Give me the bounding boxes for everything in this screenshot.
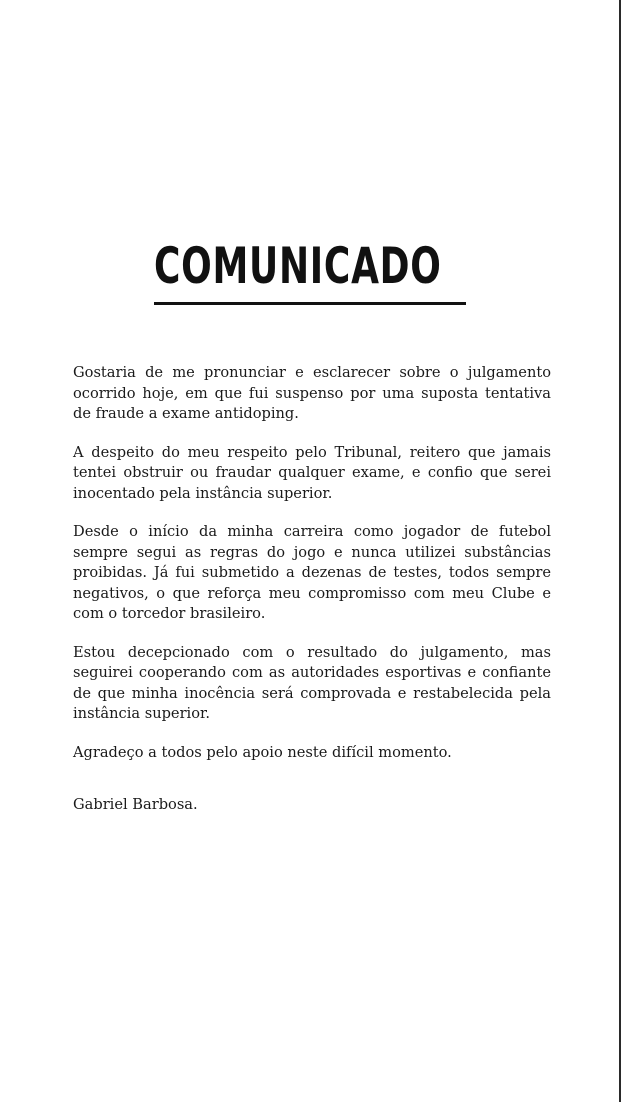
paragraph-3: Desde o início da minha carreira como jogador de futebol sempre segui as regras do jogo e nunca utilizei substâncias proibidas. Já fui submetido a dezenas de testes, todos sempre negativos, o que reforça meu compromisso com meu Clube e com o torcedor brasileiro. bbox=[73, 523, 551, 622]
title-block bbox=[154, 236, 466, 296]
signature: Gabriel Barbosa. bbox=[73, 796, 198, 813]
statement-body bbox=[73, 363, 551, 816]
paragraph-1: Gostaria de me pronunciar e esclarecer sobre o julgamento ocorrido hoje, em que fui suspenso por uma suposta tentativa de fraude a exame antidoping. bbox=[73, 364, 551, 422]
title-underline bbox=[154, 302, 466, 305]
paragraph-4: Estou decepcionado com o resultado do julgamento, mas seguirei cooperando com as autoridades esportivas e confiante de que minha inocência será comprovada e restabelecida pela instância superior. bbox=[73, 643, 551, 722]
document-title: COMUNICADO bbox=[154, 237, 442, 295]
paragraph-5: Agradeço a todos pelo apoio neste difícil momento. bbox=[73, 743, 452, 761]
paragraph-2: A despeito do meu respeito pelo Tribunal, reitero que jamais tentei obstruir ou fraudar qualquer exame, e confio que serei inocentado pela instância superior. bbox=[73, 443, 551, 502]
